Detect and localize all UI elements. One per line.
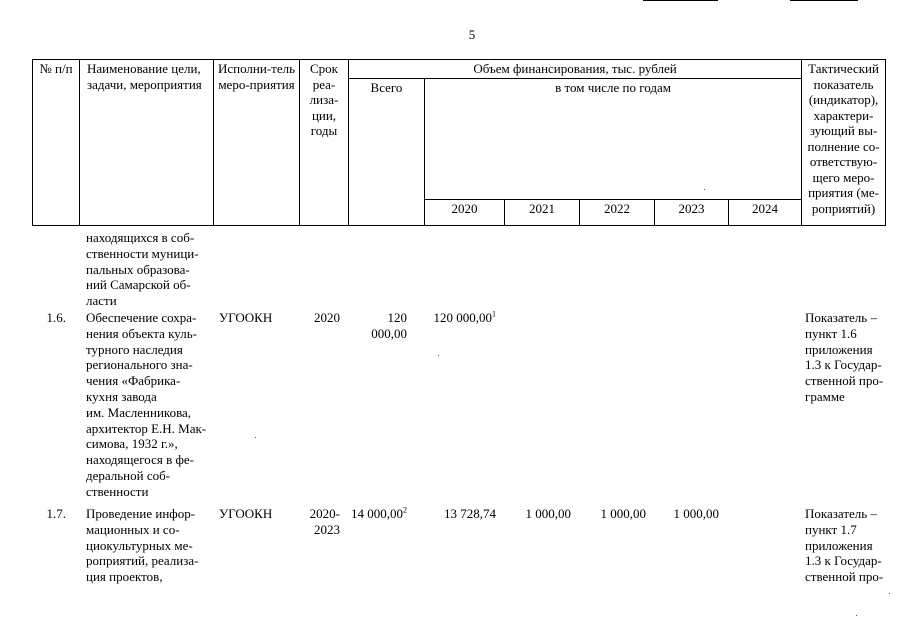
header-year-2024: 2024 bbox=[729, 199, 802, 226]
row-1-total-line: 120 000,00 bbox=[371, 310, 407, 341]
row-2-name-line: ция проектов, bbox=[86, 569, 163, 585]
row-1-name-line: находящегося в фе- bbox=[86, 452, 194, 468]
row-2-num bbox=[32, 506, 66, 522]
row-1-indicator-line: приложения bbox=[805, 341, 873, 357]
row-2-indicator-line: 1.3 к Государ- bbox=[805, 553, 882, 569]
header-year-2020: 2020 bbox=[425, 199, 505, 226]
row-1-name-line: ственности bbox=[86, 483, 149, 499]
row-2-term-line: 2023 bbox=[314, 521, 340, 537]
row-2-y2020 bbox=[426, 506, 496, 522]
header-funding: Объем финансирования, тыс. рублей bbox=[349, 60, 802, 79]
row-2-total-line: 14 000,00$^2$ bbox=[351, 505, 407, 521]
row-2-y2020-line: 13 728,74 bbox=[444, 506, 496, 521]
row-2-num-line: 1.7. bbox=[46, 506, 66, 521]
header-executor: Исполни-тель меро-приятия bbox=[214, 60, 300, 226]
row-2-y2023 bbox=[649, 506, 719, 522]
row-1-name bbox=[86, 310, 216, 500]
row-2-name-line: Проведение инфор- bbox=[86, 506, 196, 521]
row-2-indicator-line: Показатель – bbox=[805, 506, 877, 521]
header-by-years: в том числе по годам bbox=[425, 78, 802, 199]
row-1-exec-line: УГООКН bbox=[219, 310, 273, 325]
row-2-total bbox=[349, 506, 407, 522]
row-1-y2020-line: 120 000,00$^1$ bbox=[433, 309, 496, 325]
row-1-name-line: турного наследия bbox=[86, 341, 183, 357]
row-2-name bbox=[86, 506, 216, 585]
header-year-2023: 2023 bbox=[655, 199, 729, 226]
row-1-name-line: Обеспечение сохра- bbox=[86, 310, 197, 325]
row-1-name-line: чения «Фабрика- bbox=[86, 373, 181, 389]
row-1-exec bbox=[219, 310, 299, 326]
row-1-name-line: регионального зна- bbox=[86, 357, 193, 373]
row-2-indicator bbox=[805, 506, 895, 585]
scan-speck bbox=[856, 615, 857, 616]
row-2-y2021 bbox=[501, 506, 571, 522]
scan-speck bbox=[704, 189, 705, 190]
header-total: Всего bbox=[349, 78, 425, 226]
row-1-name-line: кухня завода bbox=[86, 388, 157, 404]
row-1-indicator bbox=[805, 310, 895, 405]
header-indicator: Тактический показатель (индикатор), характери-зующий вы-полнение со-ответствую-щего меро-приятия (ме-роприятий) bbox=[802, 60, 886, 226]
row-0-name-line: ний Самарской об- bbox=[86, 277, 191, 293]
top-rule-right bbox=[790, 0, 858, 1]
footnote-mark: 1 bbox=[492, 309, 496, 319]
row-1-total bbox=[349, 310, 407, 342]
row-0-name-line: ственности муници- bbox=[86, 245, 199, 261]
row-2-y2021-line: 1 000,00 bbox=[525, 506, 571, 521]
row-0-name-line: ласти bbox=[86, 293, 117, 309]
row-1-y2020 bbox=[426, 310, 496, 326]
row-1-indicator-line: 1.3 к Государ- bbox=[805, 357, 882, 373]
header-year-2022: 2022 bbox=[580, 199, 655, 226]
row-2-y2022-line: 1 000,00 bbox=[600, 506, 646, 521]
scan-speck bbox=[255, 437, 256, 438]
header-name: Наименование цели, задачи, мероприятия bbox=[80, 60, 214, 226]
row-1-name-line: им. Масленникова, bbox=[86, 404, 192, 420]
row-2-name-line: циокультурных ме- bbox=[86, 537, 193, 553]
header-year-2021: 2021 bbox=[505, 199, 580, 226]
row-2-y2022 bbox=[576, 506, 646, 522]
row-1-name-line: симова, 1932 г.», bbox=[86, 436, 178, 452]
row-1-indicator-line: пункт 1.6 bbox=[805, 325, 857, 341]
scan-speck bbox=[438, 355, 439, 356]
row-1-indicator-line: грамме bbox=[805, 388, 845, 404]
row-2-term bbox=[303, 506, 340, 538]
row-2-term-line: 2020- bbox=[309, 506, 340, 521]
row-2-y2023-line: 1 000,00 bbox=[673, 506, 719, 521]
footnote-mark: 2 bbox=[403, 505, 407, 515]
top-rule-left bbox=[643, 0, 718, 1]
row-2-name-line: мационных и со- bbox=[86, 521, 180, 537]
row-2-exec-line: УГООКН bbox=[219, 506, 273, 521]
page-number: 5 bbox=[468, 27, 476, 42]
row-1-num-line: 1.6. bbox=[46, 310, 66, 325]
row-1-indicator-line: Показатель – bbox=[805, 310, 877, 325]
row-2-indicator-line: пункт 1.7 bbox=[805, 521, 857, 537]
header-num: № п/п bbox=[33, 60, 80, 226]
row-0-name-line: находящихся в соб- bbox=[86, 230, 195, 245]
row-1-num bbox=[32, 310, 66, 326]
row-1-name-line: деральной соб- bbox=[86, 467, 171, 483]
row-1-name-line: архитектор Е.Н. Мак- bbox=[86, 420, 207, 436]
header-term: Срок реа-лиза-ции, годы bbox=[300, 60, 349, 226]
row-2-name-line: роприятий, реализа- bbox=[86, 553, 199, 569]
row-1-indicator-line: ственной про- bbox=[805, 373, 884, 389]
scan-speck bbox=[889, 593, 890, 594]
row-1-term bbox=[303, 310, 340, 326]
table-header bbox=[32, 59, 886, 226]
row-1-term-line: 2020 bbox=[314, 310, 340, 325]
row-0-name-line: пальных образова- bbox=[86, 261, 190, 277]
row-1-name-line: нения объекта куль- bbox=[86, 325, 197, 341]
row-0-name bbox=[86, 230, 216, 309]
row-2-exec bbox=[219, 506, 299, 522]
row-2-indicator-line: приложения bbox=[805, 537, 873, 553]
row-2-indicator-line: ственной про- bbox=[805, 569, 884, 585]
